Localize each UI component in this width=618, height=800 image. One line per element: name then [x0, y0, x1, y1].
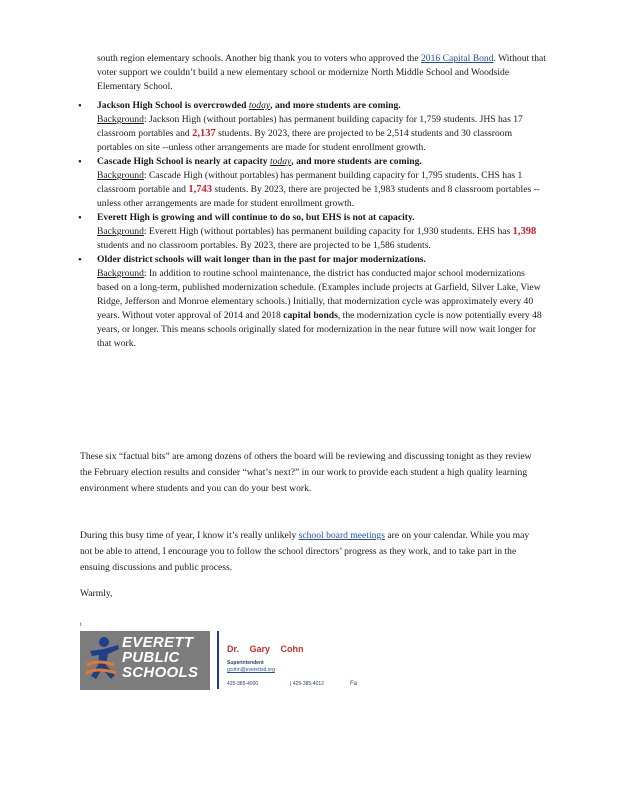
- signer-email-link[interactable]: gcohn@everettsd.org: [227, 667, 275, 673]
- background-label: Background: [97, 114, 144, 125]
- fact-item: • Everett High is growing and will continue to do so, but EHS is not at capacity. Background: Everett High (without portables) has permanent building capacity for 1,930 students. EHS has 1,398 students and no classroom portables. By 2023, there are projected to be 1,586 students.: [97, 211, 547, 253]
- fact-heading: Cascade High School is nearly at capacity today, and more students are coming.: [97, 156, 422, 167]
- closing-text: Warmly,: [80, 588, 113, 599]
- signature-marker: t: [80, 622, 82, 628]
- fax-label: Fa: [349, 681, 357, 687]
- runner-logo-icon: [84, 635, 124, 687]
- intro-text-end: . Without that voter support we couldn’t build a new elementary school or modernize North Middle School and Woodside Elementary School.: [97, 53, 546, 92]
- background-label: Background: [97, 226, 144, 237]
- factual-bits-paragraph: These six “factual bits” are among dozens of others the board will be reviewing and discussing tonight as they review the February election results and consider “what’s next?” in our work to provide each student a high quality learning environment where students and you can do your best work.: [80, 451, 532, 494]
- fact-heading: Older district schools will wait longer than in the past for major modernizations.: [97, 254, 426, 265]
- signature-divider: [217, 631, 219, 689]
- fact-item: • Older district schools will wait longer than in the past for major modernizations. Background: In addition to routine school maintenance, the district has conducted major school modernizations based on a long-term, published modernization schedule. (Examples include projects at Garfield, Silver Lake, View Ridge, Jefferson and Monroe elementary schools.) Initially, that modernization cycle was approximately every 40 years. Without voter approval of 2014 and 2018 capital bonds, the modernization cycle is now potentially every 48 years, or longer. This means schools originally slated for modernization in the near future will now wait longer for that work.: [97, 253, 547, 351]
- fact-item: • Jackson High School is overcrowded today, and more students are coming. Background: Jackson High (without portables) has permanent building capacity for 1,759 students. JHS has 17 classroom portables and 2,137 students. By 2023, there are projected to be 2,514 students and 30 classroom portables on site --unless other arrangements are made for student enrollment growth.: [97, 99, 547, 155]
- capital-bonds-text: capital bonds: [283, 310, 338, 321]
- fact-list: [97, 99, 547, 351]
- fact-item: • Cascade High School is nearly at capacity today, and more students are coming. Background: Cascade High (without portables) has permanent building capacity for 1,795 students. CHS has 1 classroom portable and 1,743 students. By 2023, there are projected be 1,983 students and 8 classroom portables --unless other arrangements are made for student enrollment growth.: [97, 155, 547, 211]
- signer-phones: [227, 681, 357, 687]
- school-board-meetings-link[interactable]: school board meetings: [298, 530, 385, 541]
- district-logo: [80, 631, 210, 690]
- phone-main: 425-385-4000: [227, 681, 259, 687]
- signer-name: Dr. Gary Cohn: [227, 644, 304, 654]
- signature-block: [227, 644, 357, 687]
- intro-text: south region elementary schools. Another big thank you to voters who approved the: [97, 53, 421, 64]
- fact-heading: Everett High is growing and will continue to do so, but EHS is not at capacity.: [97, 212, 415, 223]
- background-label: Background: [97, 268, 144, 279]
- enrollment-number: 1,743: [188, 184, 213, 195]
- signer-title: Superintendent: [227, 660, 264, 666]
- phone-direct: | 425-385-4012: [290, 681, 324, 687]
- fact-heading: Jackson High School is overcrowded today, and more students are coming.: [97, 100, 401, 111]
- logo-wordmark: EVERETT PUBLIC SCHOOLS: [122, 634, 199, 681]
- intro-paragraph: [97, 52, 547, 94]
- enrollment-number: 2,137: [192, 128, 216, 139]
- board-meetings-paragraph: During this busy time of year, I know it’s really unlikely school board meetings are on your calendar. While you may not be able to attend, I encourage you to follow the school directors’ progress as they work, and to take part in the ensuing discussions and public process.: [80, 530, 530, 573]
- background-label: Background: [97, 170, 144, 181]
- capital-bond-link[interactable]: 2016 Capital Bond: [421, 53, 494, 64]
- enrollment-number: 1,398: [512, 226, 537, 237]
